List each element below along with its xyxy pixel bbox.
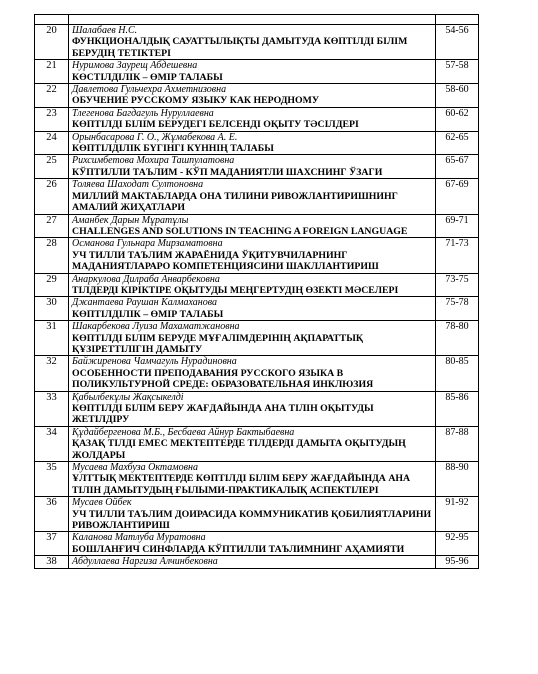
entry-pages: 91-92 xyxy=(436,497,479,532)
table-of-contents xyxy=(34,14,479,569)
entry-pages: 62-65 xyxy=(436,131,479,155)
table-row xyxy=(35,25,479,60)
entry-body xyxy=(69,107,436,131)
entry-body xyxy=(69,84,436,108)
entry-title: БОШЛАНҒИЧ СИНФЛАРДА КЎПТИЛЛИ ТАЪЛИМНИНГ АҲАМИЯТИ xyxy=(72,543,405,555)
table-row xyxy=(35,497,479,532)
entry-author: Шакарбекова Луиза Махаматжановна xyxy=(72,321,240,333)
table-row xyxy=(35,297,479,321)
entry-pages: 60-62 xyxy=(436,107,479,131)
entry-pages: 73-75 xyxy=(436,273,479,297)
entry-author: Османова Гульнара Мирзаматовна xyxy=(72,238,223,250)
entry-number: 23 xyxy=(35,107,69,131)
table-row xyxy=(35,273,479,297)
table-row xyxy=(35,532,479,556)
table-row xyxy=(35,131,479,155)
table-row xyxy=(35,356,479,391)
entry-number: 36 xyxy=(35,497,69,532)
entry-number: 37 xyxy=(35,532,69,556)
entry-title: КӨПТІЛДІЛІК БҮГІНГІ КҮННІҢ ТАЛАБЫ xyxy=(72,143,274,155)
entry-title: КӨПТІЛДІЛІК – ӨМІР ТАЛАБЫ xyxy=(72,308,224,320)
entry-body xyxy=(69,462,436,497)
entry-body xyxy=(69,426,436,461)
entry-pages: 54-56 xyxy=(436,25,479,60)
entry-pages: 78-80 xyxy=(436,321,479,356)
entry-body xyxy=(69,321,436,356)
entry-title: КӨПТІЛДІ БІЛІМ БЕРУДЕ МҰҒАЛІМДЕРІНІҢ АҚПАРАТТЫҚ ҚҰЗІРЕТТІЛІГІН ДАМЫТУ xyxy=(72,332,363,355)
table-row xyxy=(35,155,479,179)
table-row xyxy=(35,214,479,238)
table-row xyxy=(35,107,479,131)
entry-number: 31 xyxy=(35,321,69,356)
toc-body xyxy=(35,15,479,569)
entry-number: 20 xyxy=(35,25,69,60)
entry-number: 24 xyxy=(35,131,69,155)
entry-number: 28 xyxy=(35,238,69,273)
entry-pages: 95-96 xyxy=(436,556,479,569)
entry-body xyxy=(69,356,436,391)
entry-author: Абдуллаева Наргиза Алчинбековна xyxy=(72,556,218,568)
entry-author: Рихсимбетова Мохира Ташпулатовна xyxy=(72,155,235,167)
entry-author: Мусаева Махбуза Октамовна xyxy=(72,462,198,474)
entry-pages: 85-86 xyxy=(436,391,479,426)
entry-number: 33 xyxy=(35,391,69,426)
entry-number: 29 xyxy=(35,273,69,297)
entry-title: ОБУЧЕНИЕ РУССКОМУ ЯЗЫКУ КАК НЕРОДНОМУ xyxy=(72,95,320,107)
entry-author: Байжиренова Чамчагуль Нурадиновна xyxy=(72,356,237,368)
table-row xyxy=(35,426,479,461)
entry-number: 32 xyxy=(35,356,69,391)
entry-body xyxy=(69,179,436,214)
entry-number: 30 xyxy=(35,297,69,321)
entry-body xyxy=(69,60,436,84)
entry-pages: 88-90 xyxy=(436,462,479,497)
entry-number: 35 xyxy=(35,462,69,497)
table-row xyxy=(35,391,479,426)
entry-title: ТІЛДЕРДІ КІРІКТІРЕ ОҚЫТУДЫ МЕҢГЕРТУДІҢ ӨЗЕКТІ МӘСЕЛЕРІ xyxy=(72,284,399,296)
entry-body xyxy=(69,497,436,532)
entry-title: УЧ ТИЛЛИ ТАЪЛИМ ЖАРАЁНИДА ЎҚИТУВЧИЛАРНИНГ МАДАНИЯТЛАРАРО КОМПЕТЕНЦИЯСИНИ ШАКЛЛАНТИРИШ xyxy=(72,249,379,273)
table-row xyxy=(35,179,479,214)
entry-pages: 75-78 xyxy=(436,297,479,321)
toc-header-row xyxy=(35,15,479,25)
entry-title: ОСОБЕННОСТИ ПРЕПОДАВАНИЯ РУССКОГО ЯЗЫКА В ПОЛИКУЛЬТУРНОЙ СРЕДЕ: ОБРАЗОВАТЕЛЬНАЯ ИНКЛЮЗИЯ xyxy=(72,367,374,391)
entry-body xyxy=(69,131,436,155)
table-row xyxy=(35,321,479,356)
entry-author: Джантаева Раушан Калмаханова xyxy=(72,297,218,309)
entry-title: УЧ ТИЛЛИ ТАЪЛИМ ДОИРАСИДА КОММУНИКАТИВ ҚОБИЛИЯТЛАРИНИ РИВОЖЛАНТИРИШ xyxy=(72,508,432,532)
entry-number: 22 xyxy=(35,84,69,108)
entry-title: КӨПТІЛДІ БІЛІМ БЕРУ ЖАҒДАЙЫНДА АНА ТІЛІН ОҚЫТУДЫ ЖЕТІЛДІРУ xyxy=(72,403,374,426)
entry-body xyxy=(69,532,436,556)
entry-author: Мусаев Ойбек xyxy=(72,497,132,509)
entry-title: КЎПТИЛЛИ ТАЪЛИМ - КЎП МАДАНИЯТЛИ ШАХСНИНГ ЎЗАГИ xyxy=(72,166,383,178)
entry-body xyxy=(69,391,436,426)
entry-author: Құдайбергенова М.Б., Бесбаева Айнур Бактыбаевна xyxy=(72,426,295,438)
entry-title: CHALLENGES AND SOLUTIONS IN TEACHING A FOREIGN LANGUAGE xyxy=(72,225,408,237)
entry-author: Нуримова Заурещ Абдешевна xyxy=(72,60,198,72)
table-row xyxy=(35,238,479,273)
entry-author: Давлетова Гульчехра Ахметнизовна xyxy=(72,84,227,96)
entry-pages: 57-58 xyxy=(436,60,479,84)
entry-number: 27 xyxy=(35,214,69,238)
entry-title: МИЛЛИЙ МАКТАБЛАРДА ОНА ТИЛИНИ РИВОЖЛАНТИРИШНИНГ АМАЛИЙ ЖИҲАТЛАРИ xyxy=(72,190,398,214)
entry-author: Анаркулова Дилраба Анварбековна xyxy=(72,273,220,285)
entry-title: КӨПТІЛДІ БІЛІМ БЕРУДЕГІ БЕЛСЕНДІ ОҚЫТУ ТӘСІЛДЕРІ xyxy=(72,119,359,131)
entry-body xyxy=(69,214,436,238)
entry-author: Аманбек Дарын Мұратұлы xyxy=(72,214,189,226)
entry-body xyxy=(69,297,436,321)
entry-body xyxy=(69,273,436,297)
entry-pages: 71-73 xyxy=(436,238,479,273)
table-row xyxy=(35,60,479,84)
entry-author: Толяева Шаходат Султоновна xyxy=(72,179,204,191)
entry-title: ҰЛТТЫҚ МЕКТЕПТЕРДЕ КӨПТІЛДІ БІЛІМ БЕРУ ЖАҒДАЙЫНДА АНА ТІЛІН ДАМЫТУДЫҢ ҒЫЛЫМИ-ПРАКТИКАЛЫҚ АСПЕКТІЛЕРІ xyxy=(72,473,411,496)
entry-pages: 65-67 xyxy=(436,155,479,179)
entry-body xyxy=(69,25,436,60)
entry-pages: 69-71 xyxy=(436,214,479,238)
entry-number: 25 xyxy=(35,155,69,179)
entry-body xyxy=(69,556,436,569)
entry-author: Тлегенова Багдагуль Нуруллаевна xyxy=(72,107,214,119)
entry-number: 26 xyxy=(35,179,69,214)
table-row xyxy=(35,556,479,569)
table-row xyxy=(35,84,479,108)
entry-author: Қабылбекұлы Жақсыкелді xyxy=(72,391,184,403)
entry-number: 38 xyxy=(35,556,69,569)
entry-pages: 58-60 xyxy=(436,84,479,108)
entry-body xyxy=(69,155,436,179)
entry-title: ҚАЗАҚ ТІЛДІ ЕМЕС МЕКТЕПТЕРДЕ ТІЛДЕРДІ ДАМЫТА ОҚЫТУДЫҢ ЖОЛДАРЫ xyxy=(72,438,406,461)
entry-author: Шалабаев Н.С. xyxy=(72,25,138,36)
table-row xyxy=(35,462,479,497)
entry-pages: 92-95 xyxy=(436,532,479,556)
entry-title: КӨСТІЛДІЛІК – ӨМІР ТАЛАБЫ xyxy=(72,71,223,83)
entry-number: 34 xyxy=(35,426,69,461)
entry-author: Орынбасарова Г. О., Жұмабекова А. Е. xyxy=(72,131,238,143)
entry-number: 21 xyxy=(35,60,69,84)
entry-pages: 80-85 xyxy=(436,356,479,391)
entry-body xyxy=(69,238,436,273)
entry-title: ФУНКЦИОНАЛДЫҚ САУАТТЫЛЫҚТЫ ДАМЫТУДА КӨПТІЛДІ БІЛІМ БЕРУДІҢ ТЕТІКТЕРІ xyxy=(72,36,408,59)
entry-pages: 87-88 xyxy=(436,426,479,461)
entry-pages: 67-69 xyxy=(436,179,479,214)
entry-author: Каланова Матлуба Муратовна xyxy=(72,532,206,544)
